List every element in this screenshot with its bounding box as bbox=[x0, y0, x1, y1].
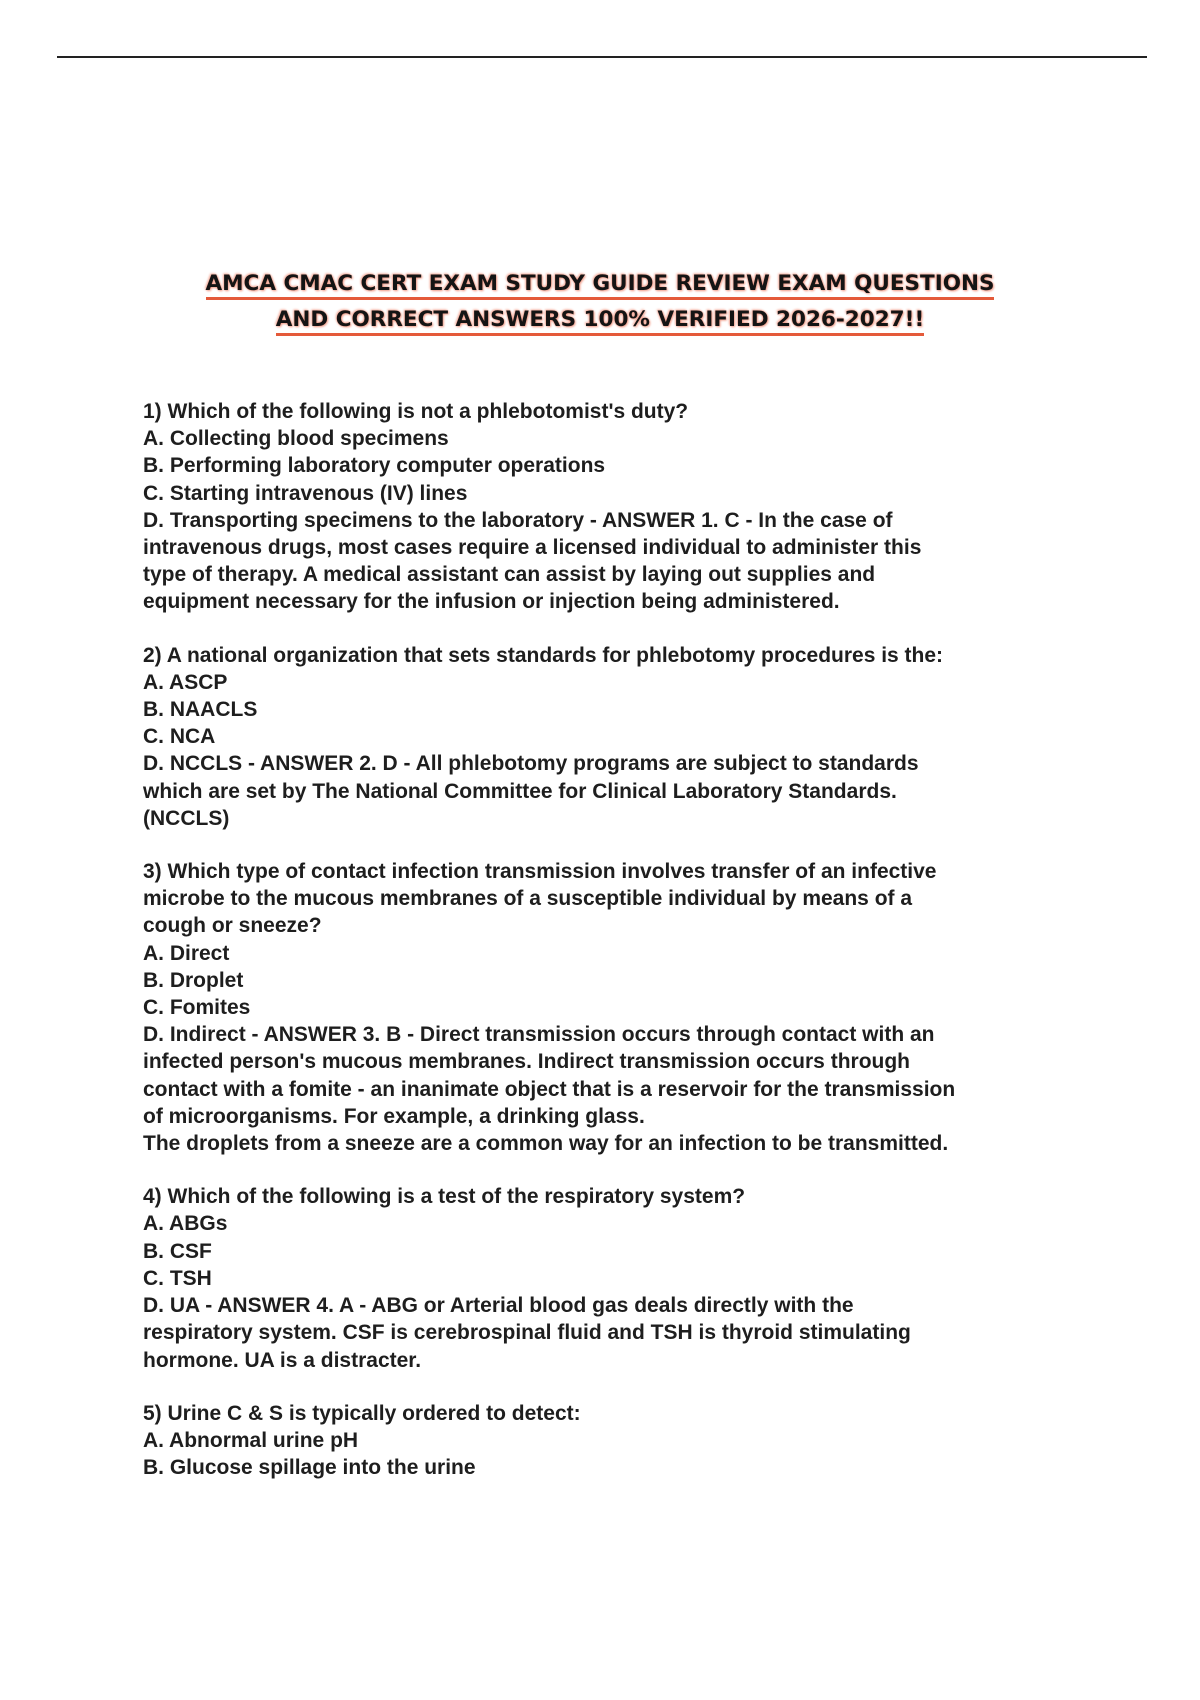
question-stem: cough or sneeze? bbox=[143, 914, 322, 938]
answer-explanation: of microorganisms. For example, a drinking glass. bbox=[143, 1104, 645, 1128]
option-b: B. NAACLS bbox=[143, 698, 258, 722]
title-line-2: AND CORRECT ANSWERS 100% VERIFIED 2026-2027!! bbox=[130, 302, 1070, 338]
option-d-answer: D. NCCLS - ANSWER 2. D - All phlebotomy programs are subject to standards bbox=[143, 752, 919, 776]
document-title bbox=[130, 266, 1070, 338]
option-c: C. Starting intravenous (IV) lines bbox=[143, 481, 468, 505]
questions-list bbox=[143, 398, 1083, 1507]
option-a: A. Direct bbox=[143, 941, 230, 965]
option-d-answer: D. Transporting specimens to the laboratory - ANSWER 1. C - In the case of bbox=[143, 508, 893, 532]
question-1 bbox=[143, 398, 1083, 616]
answer-explanation: hormone. UA is a distracter. bbox=[143, 1348, 422, 1372]
answer-explanation: respiratory system. CSF is cerebrospinal fluid and TSH is thyroid stimulating bbox=[143, 1321, 911, 1345]
answer-explanation: infected person's mucous membranes. Indirect transmission occurs through bbox=[143, 1050, 911, 1074]
option-c: C. TSH bbox=[143, 1266, 212, 1290]
question-2 bbox=[143, 642, 1083, 832]
option-d-answer: D. Indirect - ANSWER 3. B - Direct transmission occurs through contact with an bbox=[143, 1023, 935, 1047]
option-a: A. Collecting blood specimens bbox=[143, 427, 449, 451]
option-b: B. Glucose spillage into the urine bbox=[143, 1456, 476, 1480]
answer-explanation: which are set by The National Committee for Clinical Laboratory Standards. bbox=[143, 779, 897, 803]
answer-explanation: intravenous drugs, most cases require a licensed individual to administer this bbox=[143, 536, 922, 560]
question-4 bbox=[143, 1183, 1083, 1373]
option-a: A. ASCP bbox=[143, 670, 228, 694]
option-a: A. Abnormal urine pH bbox=[143, 1428, 359, 1452]
option-b: B. Performing laboratory computer operations bbox=[143, 454, 606, 478]
question-stem: 1) Which of the following is not a phlebotomist's duty? bbox=[143, 400, 689, 423]
title-line-1: AMCA CMAC CERT EXAM STUDY GUIDE REVIEW EXAM QUESTIONS bbox=[130, 266, 1070, 302]
question-stem: 4) Which of the following is a test of the respiratory system? bbox=[143, 1185, 746, 1209]
option-b: B. CSF bbox=[143, 1239, 212, 1263]
option-c: C. NCA bbox=[143, 725, 216, 749]
answer-explanation: contact with a fomite - an inanimate object that is a reservoir for the transmission bbox=[143, 1077, 956, 1101]
question-stem: 3) Which type of contact infection transmission involves transfer of an infective bbox=[143, 860, 937, 884]
option-c: C. Fomites bbox=[143, 996, 251, 1020]
question-3 bbox=[143, 858, 1083, 1157]
answer-explanation: equipment necessary for the infusion or injection being administered. bbox=[143, 590, 840, 614]
option-a: A. ABGs bbox=[143, 1212, 228, 1236]
option-d-answer: D. UA - ANSWER 4. A - ABG or Arterial blood gas deals directly with the bbox=[143, 1294, 854, 1318]
answer-explanation: (NCCLS) bbox=[143, 806, 230, 830]
answer-explanation: type of therapy. A medical assistant can assist by laying out supplies and bbox=[143, 563, 876, 587]
option-b: B. Droplet bbox=[143, 968, 244, 992]
top-rule bbox=[57, 56, 1147, 58]
answer-explanation: The droplets from a sneeze are a common way for an infection to be transmitted. bbox=[143, 1132, 949, 1156]
question-stem: 5) Urine C & S is typically ordered to detect: bbox=[143, 1401, 581, 1425]
question-5 bbox=[143, 1400, 1083, 1482]
question-stem: microbe to the mucous membranes of a susceptible individual by means of a bbox=[143, 887, 913, 911]
question-stem: 2) A national organization that sets standards for phlebotomy procedures is the: bbox=[143, 643, 944, 667]
